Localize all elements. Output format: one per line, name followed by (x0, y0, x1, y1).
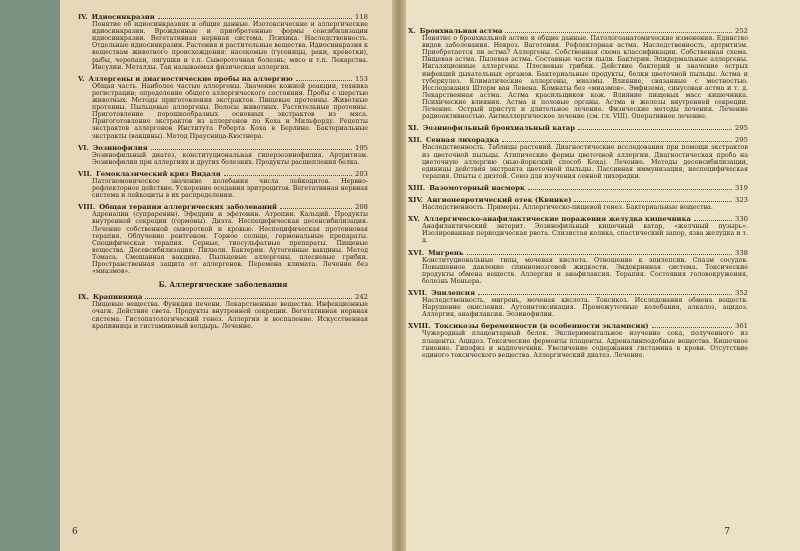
toc-entry-heading (408, 250, 748, 257)
toc-entry (408, 197, 748, 211)
left-page (60, 0, 398, 551)
toc-entry (408, 28, 748, 120)
toc-entry (78, 145, 368, 166)
page-ref: 295 (735, 136, 748, 145)
leader-dots (502, 141, 732, 142)
toc-entry-heading (78, 204, 368, 211)
chapter-number: XVII. (408, 289, 428, 297)
right-page (398, 0, 800, 551)
page-ref: 323 (735, 195, 748, 204)
chapter-summary: Пищевые вещества. Функция печени. Лекарственные вещества. Инфекционные очаги. Действие света. Продукты внутренней секреции. Вегетативная нервная система. Гистопатологический генез. Аллергия и воспаление. Искусственная крапивница и гистаминовый волдырь. Лечение. (92, 301, 368, 330)
chapter-summary: Наследственность, мигрень, мочевая кислота. Токсикоз. Исследования обмена веществ. Нарушение окисления. Аутоинтоксикация. Промежуточные колебания, алкалоз, ацидоз. Аллергия, анафилаксия. Эозинофилии. (422, 297, 748, 319)
chapter-summary: Чужеродный плацентарный белок. Экспериментальное изучение сока, полученного из плаценты. Ацидоз. Токсические ферменты плаценты. Адреналинподобные вещества. Кишечное гниение. Гипофиз и надпочечник. Увеличение содержания гистамина в крови. Отсутствие единого токсического вещества. Аллергический диатез. Лечение. (422, 330, 748, 359)
chapter-summary: Эозинофильный диатез, конституциональная гиперэозинофилия. Артритизм. Эозинофилия при аллергиях и других болезнях. Продукты расщепления белка. (92, 151, 368, 166)
toc-entry (78, 204, 368, 275)
toc-entry-heading (78, 171, 368, 178)
chapter-number: XI. (408, 124, 419, 133)
chapter-summary: Адреналин (супраренин). Эфедрин и эфетонин. Атропин. Кальций. Продукты внутренней секреции (гормоны). Диэта. Неспецифическая десенсибилизация. Лечение собственной сывороткой и кровью. Неспецифическая протеиновая терапия. Облучение рентгеном. Горное солнце, гормональные препараты. Специфическая терапия. Серные, тиосульфатные препараты. Пищевые вещества. Десенсибилизация. Пилюли. Бактерии. Аутогенные вакцины. Метод Томаса. Смешанная вакцина. Пыльцевые аллергены, плесневые грибки. Пространственная защита от аллергенов. Перемена климата. Лечение без «миазмов». (92, 211, 368, 276)
toc-entry (78, 14, 368, 71)
toc-entry (408, 290, 748, 318)
chapter-summary: Общая часть. Наиболее частые аллергены. Значение кожной реакции, техника регистрации; определение общего аллергического состояния. Пробы с шерстью животных. Методы приготовления экстрактов. Пищевые протеины. Животные протеины. Пыльцевые аллергены. Волосы животных. Растительные протеины. Приготовление порошкообразных основных экстрактов из мяса. Пригоготовление экстрактов из аллергенов по Коха и Мильфорду. Рецепты экстрактов аллергенов Института Роберта Коха в Берлине. Бактериальные экстракты (вакцины). Метод Праусница-Кюстнера. (92, 82, 368, 140)
toc-entry (408, 323, 748, 358)
chapter-title: Эозинофилия (92, 143, 148, 152)
chapter-summary: Понятие о бронхиальной астме и общие данные. Патологоанатомические изменения. Единство видов заболевания. Невроз. Ваготония. Рефлекторная астма. Наследственность, артритизм. Приобретается ли астма? Аллергены. Собственная схема классификации. Собственная схема. Пищевая астма. Пылевая астма. Составные части пыли. Бактерии. Эпидермальные аллергены. Ингаляционные аллергены. Плесневые грибки. Действие бактерий и значение острых инфекций дыхательных органов. Бактериальные продукты, белки цветочной пыльцы. Астма и туберкулез. Климатические аллергены, миазмы. Влияние, связанные с местностью. Исследования Шторм ван Левена. Комнаты без «миазмов». Эмфизема, синусовая астма и т. д. Лекарственная астма. Астма красильщиков кож. Влияние пищевых масс кишечника. Психические влияния. Астма и половые органы. Астма и железы внутренней секреции. Лечение. Острый приступ и длительное лечение. Физические методы лечения. Лечение радиоактивностью. Антиаллергическое лечение (см. гл. VIII). Оперативное лечение. (422, 35, 748, 121)
chapter-title: Бронхиальная астма (419, 27, 503, 35)
toc-entry-heading (78, 294, 368, 301)
right-contents (408, 28, 748, 364)
chapter-summary: Наследственность. Таблицы растений. Диагностические исследования при помощи экстрактов из цветочной пыльцы. Атипические формы цветочной аллергии. Диагностическая проба на цветочную аллергию (нью-йоркский способ Коха). Лечение. Методы десенсибилизации, единицы действия экстракта цветочной пыльцы. Пассивная иммунизация, неспецифическая терапия. Опыты с диэтой. Союз для изучения сенной лихорадки. (422, 144, 748, 180)
chapter-title: Эозинофильный бронхиальный катар (422, 124, 576, 133)
toc-entry-heading (408, 197, 748, 204)
toc-entry-heading (408, 125, 748, 132)
chapter-title: Мигрень (428, 248, 464, 257)
section-heading: Б. Аллергические заболевания (158, 280, 288, 290)
chapter-number: V. (78, 74, 85, 83)
page-ref: 252 (735, 27, 748, 35)
leader-dots (145, 298, 352, 299)
chapter-number: XVIII. (408, 322, 431, 331)
book-gutter (392, 0, 406, 551)
chapter-title: Сенная лихорадка (426, 136, 499, 145)
leader-dots (478, 294, 732, 295)
toc-entry (408, 250, 748, 285)
toc-entry (78, 171, 368, 199)
page-ref: 208 (355, 203, 368, 212)
chapter-number: XIII. (408, 183, 426, 192)
leader-dots (467, 254, 733, 255)
chapter-title: Токсикозы беременности (в особенности эклампсия) (434, 322, 649, 331)
leader-dots (158, 18, 352, 19)
leader-dots (574, 201, 732, 202)
page-ref: 319 (735, 183, 748, 192)
chapter-title: Крапивница (92, 293, 143, 302)
toc-entry-heading (78, 145, 368, 152)
chapter-title: Общая терапия аллергических заболеваний (99, 203, 278, 212)
chapter-number: IV. (78, 13, 88, 21)
chapter-summary: Конституциональные типы, мочевая кислота. Отношение к эпилепсии. Спазм сосудов. Повышенное давление спинномозговой жидкости. Эндокринная система. Токсические продукты обмена веществ. Аллергия и анафилаксия. Терапия. Состояния головокружения, болезнь Меньера. (422, 256, 748, 285)
chapter-number: XVI. (408, 248, 425, 257)
toc-entry (78, 76, 368, 140)
chapter-title: Ангионевротический отек (Квинке) (426, 195, 572, 204)
chapter-number: VI. (78, 143, 89, 152)
chapter-summary: Патогномоническое значение колебания числа лейкоцитов. Нервно-рефлекторное действие. Ускорение оседания эритроцитов. Вегетативная нервная система и лейкоциты в их распределении. (92, 177, 368, 200)
leader-dots (652, 327, 732, 328)
toc-entry-heading (408, 185, 748, 192)
page-number: 6 (72, 527, 78, 537)
toc-entry (78, 294, 368, 329)
chapter-title: Гемоклазический криз Видаля (96, 169, 221, 178)
toc-entry-heading (78, 14, 368, 21)
chapter-number: VIII. (78, 203, 96, 212)
toc-entry-heading (408, 323, 748, 330)
chapter-summary: Наследственность. Примеры. Аллергическо-пищевой генез. Бактериальные вещества. (422, 204, 713, 212)
chapter-title: Аллергены и диагностические пробы на аллергию (88, 74, 293, 83)
chapter-number: XV. (408, 215, 420, 224)
chapter-title: Эпилепсия (431, 289, 475, 297)
chapter-number: X. (408, 27, 416, 35)
chapter-number: VII. (78, 169, 92, 178)
page-ref: 352 (735, 289, 748, 297)
leader-dots (528, 189, 732, 190)
page-ref: 195 (355, 143, 368, 152)
chapter-summary: Понятие об идиосинкразиях и общие данные. Изотоксические и аллергические идиосинкразии. Врожденные и приобретенные формы сенсибилизации идиосинкразии. Вегетативная нервная система. Психика. Наследственность. Отдельные идиосинкразии. Растения и растительные вещества. Идиосинкразия к веществам животного происхождения: насекомые (гусеницы, раки, креветки), рыбы, черепахи, лягушки и т.п. Сывороточная болезнь; мясо и т.п. Лекарства. Инсулин. Металлы. Так называемая физическая аллергия. (92, 21, 368, 71)
toc-entry-heading (408, 290, 748, 297)
page-ref: 338 (735, 248, 748, 257)
page-ref: 242 (355, 293, 368, 302)
leader-dots (296, 80, 352, 81)
leader-dots (224, 175, 352, 176)
toc-entry-heading (78, 76, 368, 83)
leader-dots (151, 149, 352, 150)
page-ref: 361 (735, 322, 748, 331)
toc-entry (408, 216, 748, 244)
leader-dots (694, 220, 732, 221)
toc-entry-heading (408, 216, 748, 223)
page-ref: 118 (355, 13, 368, 21)
chapter-title: Аллергическо-анафилактические поражения желудка кишечника (423, 215, 691, 224)
toc-entry-heading (408, 137, 748, 144)
chapter-summary: Анафилактический энтерит. Эозинофильный кишечный катар, «желчный пузырь». Изолированная периодическая рвота. Слизистая колика, спастический запор, язва желудка и т. д. (422, 223, 748, 245)
left-contents (78, 14, 368, 335)
page-ref: 153 (355, 74, 368, 83)
chapter-title: Вазомоторный насморк (429, 183, 525, 192)
page-ref: 203 (355, 169, 368, 178)
leader-dots (505, 32, 732, 33)
page-number: 7 (724, 527, 730, 537)
chapter-number: XIV. (408, 195, 423, 204)
leader-dots (578, 129, 732, 130)
chapter-title: Идиосинкразии (91, 13, 155, 21)
toc-entry (408, 125, 748, 132)
leader-dots (280, 208, 352, 209)
chapter-number: IX. (78, 293, 89, 302)
toc-entry (408, 185, 748, 192)
page-ref: 330 (735, 215, 748, 224)
toc-entry (408, 137, 748, 180)
chapter-number: XII. (408, 136, 422, 145)
toc-entry-heading (408, 28, 748, 35)
page-ref: 295 (735, 124, 748, 133)
